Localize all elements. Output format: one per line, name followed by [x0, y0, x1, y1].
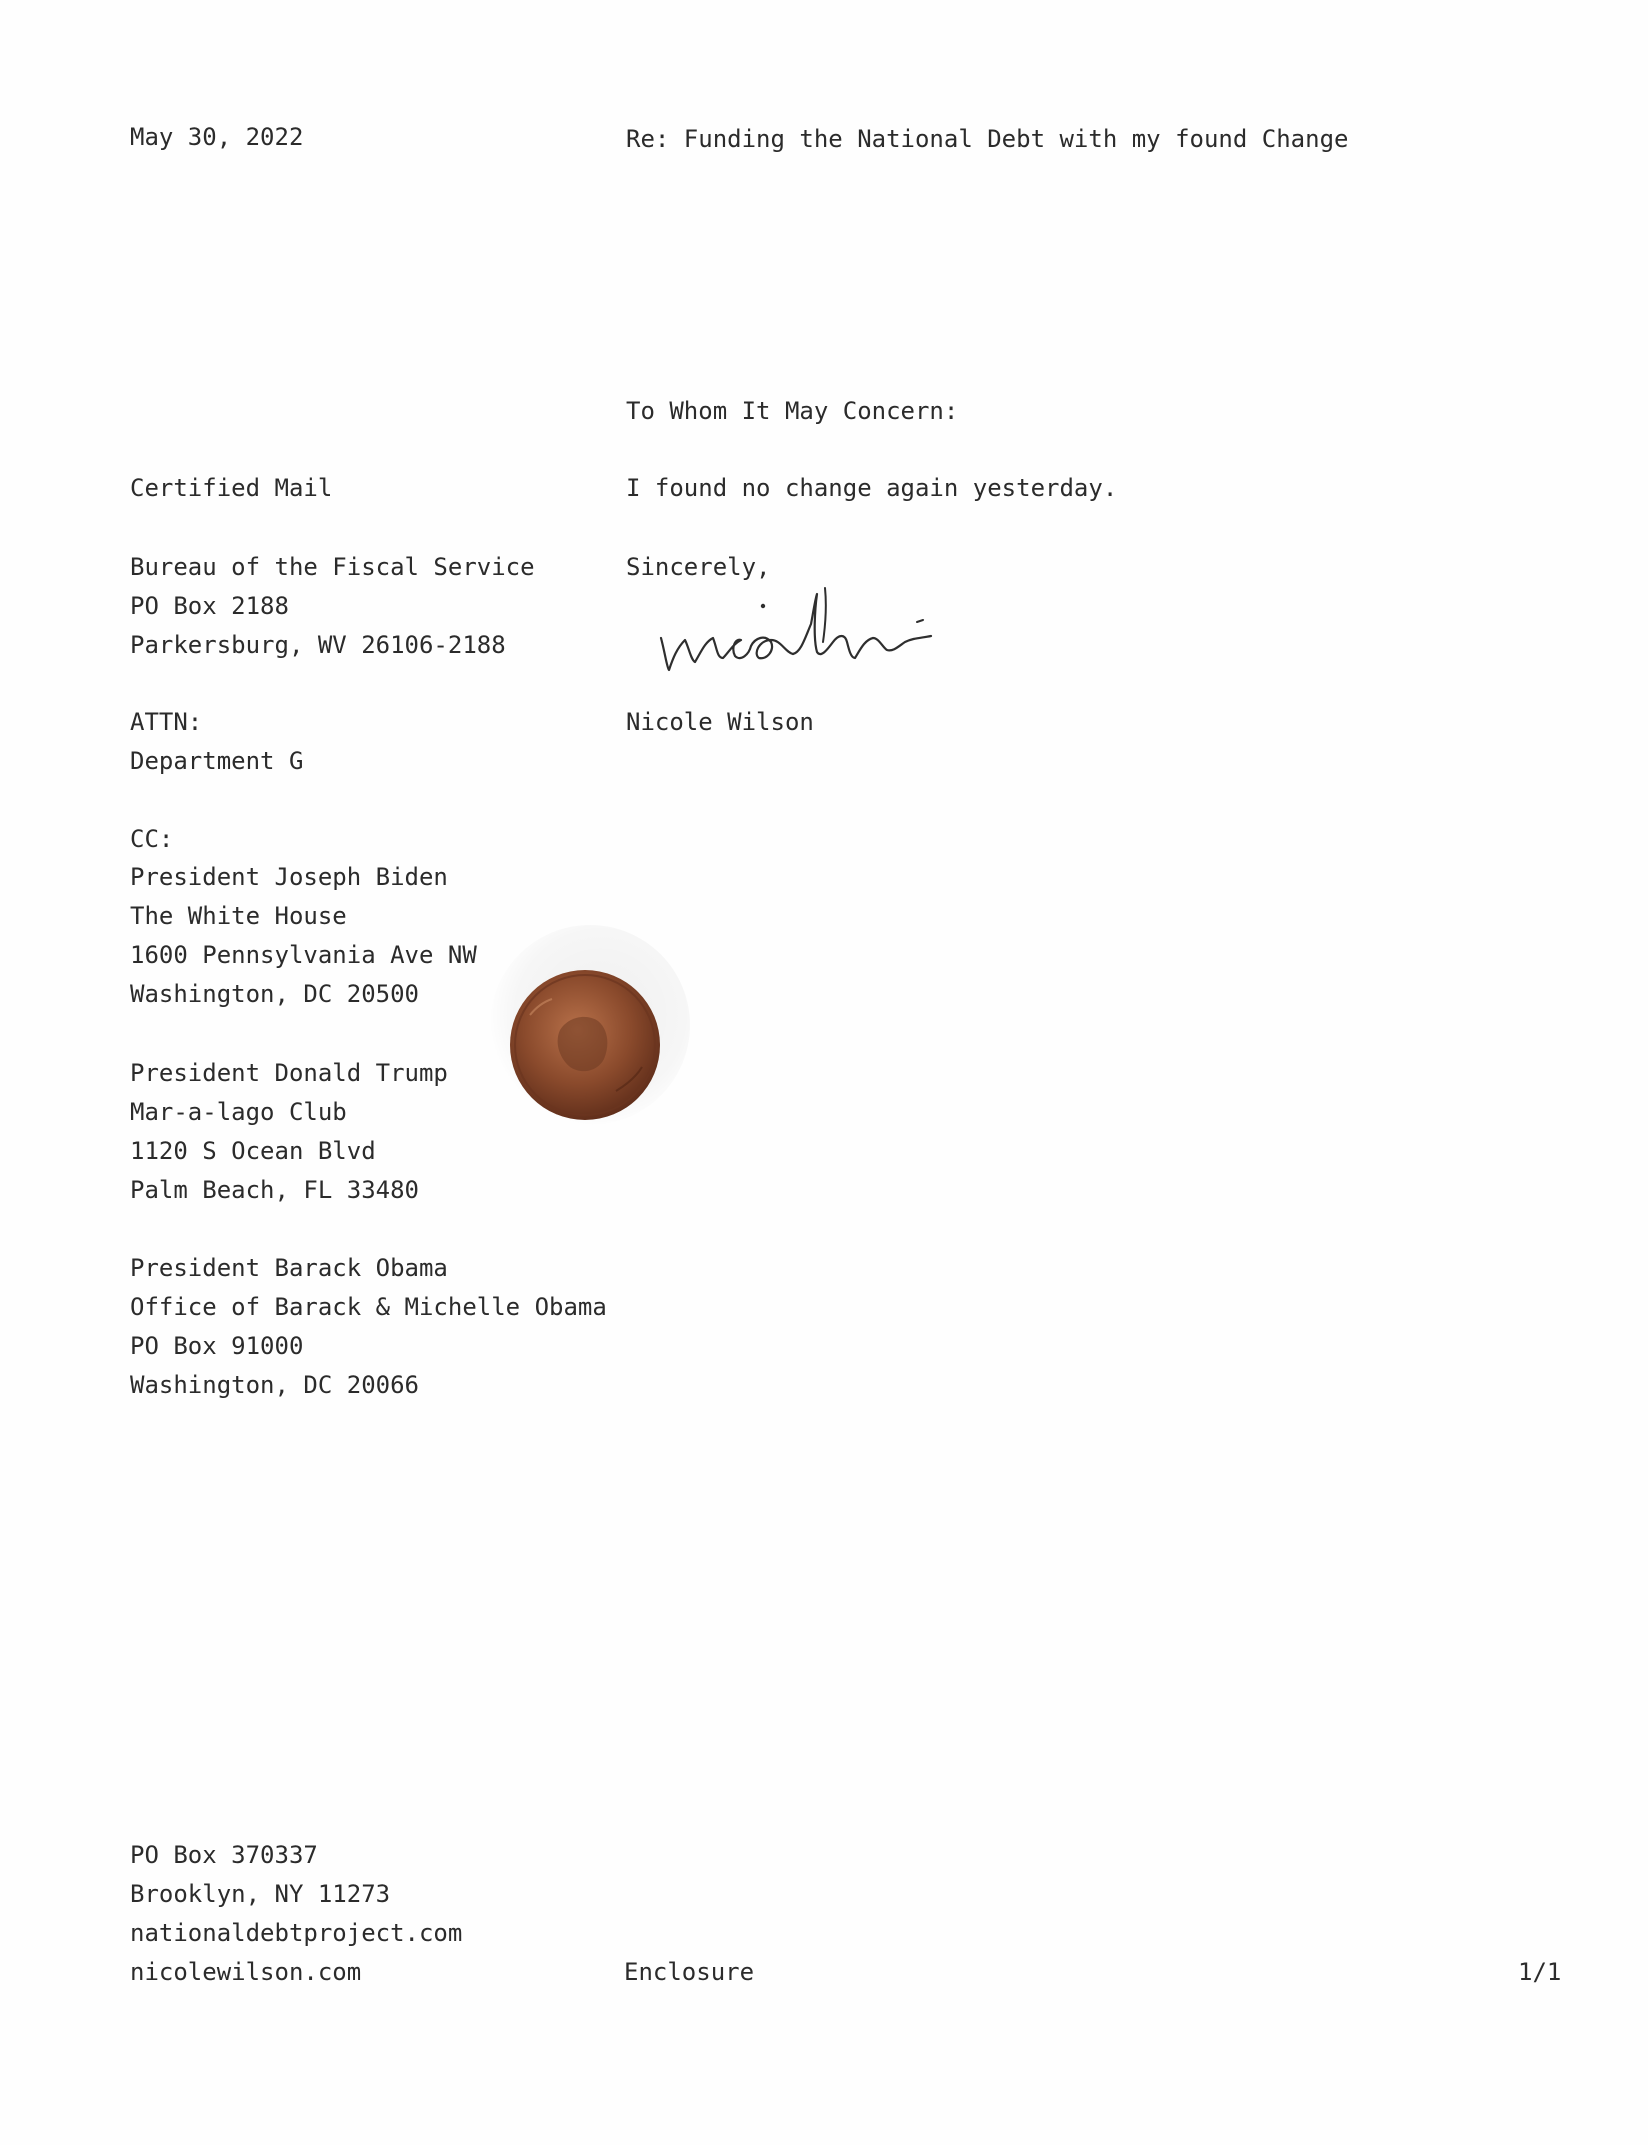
cc-label: CC:: [130, 825, 174, 853]
sender-address: PO Box 370337 Brooklyn, NY 11273 nationaldebtproject.com nicolewilson.com: [130, 1841, 463, 1986]
enclosure-label: Enclosure: [624, 1958, 755, 1986]
penny-coin-icon: [490, 925, 690, 1125]
cc-recipient: President Joseph Biden The White House 1600 Pennsylvania Ave NW Washington, DC 20500: [130, 863, 477, 1008]
signer-name: Nicole Wilson: [626, 708, 814, 736]
letter-subject: Re: Funding the National Debt with my found Change: [626, 125, 1349, 153]
recipient-address: Bureau of the Fiscal Service PO Box 2188 Parkersburg, WV 26106-2188: [130, 553, 535, 659]
salutation: To Whom It May Concern:: [626, 397, 959, 425]
page-number: 1/1: [1518, 1958, 1562, 1986]
cc-recipient: President Barack Obama Office of Barack & Michelle Obama PO Box 91000 Washington, DC 20066: [130, 1254, 607, 1399]
closing: Sincerely,: [626, 553, 771, 581]
attention-line: ATTN: Department G: [130, 708, 304, 775]
handwritten-signature: [655, 578, 985, 688]
letter-body: I found no change again yesterday.: [626, 474, 1118, 502]
cc-recipient: President Donald Trump Mar-a-lago Club 1120 S Ocean Blvd Palm Beach, FL 33480: [130, 1059, 448, 1204]
letter-date: May 30, 2022: [130, 123, 304, 151]
mail-type: Certified Mail: [130, 474, 333, 502]
